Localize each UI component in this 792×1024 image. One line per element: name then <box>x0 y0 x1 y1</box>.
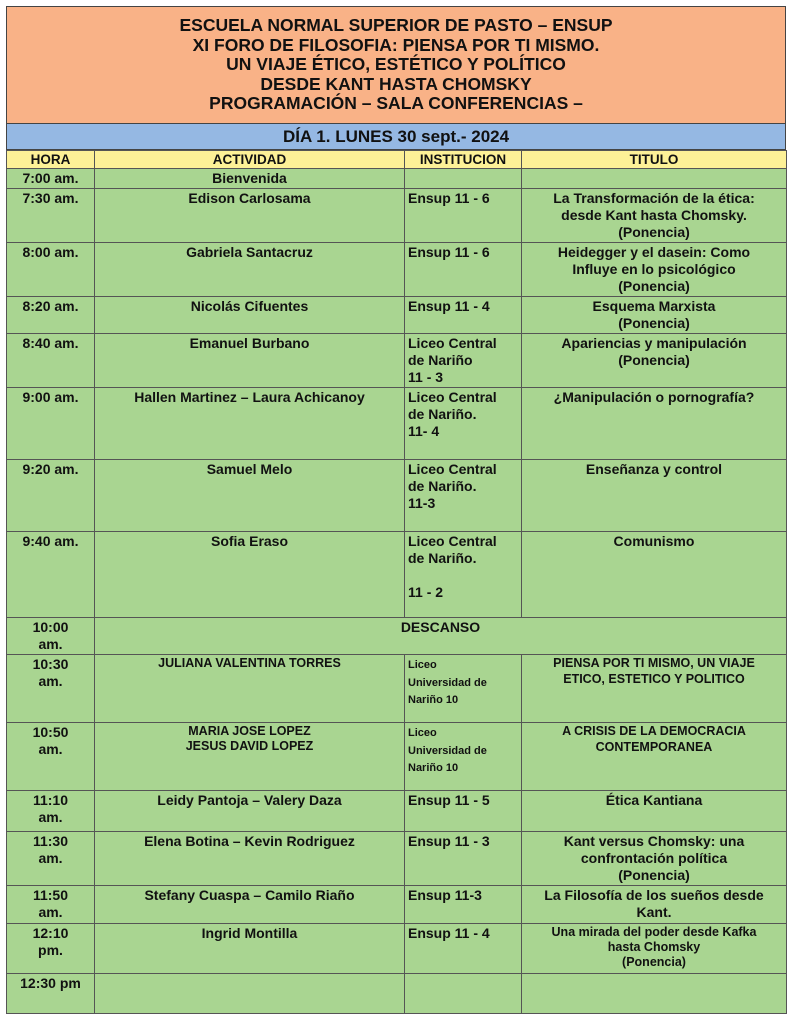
cell-institucion-line: Nariño 10 <box>408 694 459 706</box>
cell-institucion-line: 11- 4 <box>408 423 440 439</box>
cell-titulo <box>522 169 787 189</box>
cell-actividad <box>95 388 405 460</box>
table-row <box>7 791 787 832</box>
cell-institucion-line: Ensup 11-3 <box>408 887 482 903</box>
cell-titulo-line: (Ponencia) <box>618 224 690 240</box>
cell-institucion-line: Ensup 11 - 3 <box>408 833 490 849</box>
cell-hora <box>7 723 95 791</box>
cell-titulo <box>522 334 787 388</box>
cell-actividad-line: Leidy Pantoja – Valery Daza <box>157 792 342 808</box>
cell-titulo-line: (Ponencia) <box>618 278 690 294</box>
cell-hora <box>7 618 95 655</box>
cell-institucion-line: Liceo Central <box>408 389 497 405</box>
schedule-table <box>6 150 787 1014</box>
cell-titulo-line: A CRISIS DE LA DEMOCRACIA <box>562 724 746 738</box>
cell-institucion <box>405 974 522 1014</box>
cell-hora-line: 11:30 <box>32 833 69 849</box>
header-line-school: ESCUELA NORMAL SUPERIOR DE PASTO – ENSUP <box>179 15 613 36</box>
cell-actividad-line: Bienvenida <box>212 170 287 186</box>
cell-institucion <box>405 886 522 924</box>
table-row <box>7 924 787 974</box>
table-row <box>7 886 787 924</box>
cell-actividad <box>95 189 405 243</box>
cell-hora <box>7 388 95 460</box>
cell-institucion-line: Nariño 10 <box>408 762 459 774</box>
table-row <box>7 460 787 532</box>
cell-titulo <box>522 189 787 243</box>
cell-actividad-line: Hallen Martinez – Laura Achicanoy <box>134 389 365 405</box>
cell-titulo-line: Esquema Marxista <box>592 298 716 314</box>
cell-institucion <box>405 297 522 334</box>
cell-institucion-line: Ensup 11 - 4 <box>408 925 490 941</box>
cell-actividad <box>95 924 405 974</box>
cell-titulo-line <box>525 975 783 992</box>
cell-actividad <box>95 297 405 334</box>
cell-hora-line: am. <box>38 850 63 866</box>
cell-actividad <box>95 832 405 886</box>
cell-actividad <box>95 723 405 791</box>
table-row <box>7 832 787 886</box>
cell-institucion <box>405 169 522 189</box>
table-row <box>7 297 787 334</box>
cell-institucion <box>405 532 522 618</box>
cell-hora <box>7 297 95 334</box>
cell-titulo-line: (Ponencia) <box>618 315 690 331</box>
column-header-hora: HORA <box>7 151 95 169</box>
cell-institucion <box>405 791 522 832</box>
cell-hora-line: 12:10 <box>32 925 69 941</box>
cell-hora-line: 12:30 pm <box>20 975 81 991</box>
day-title: DÍA 1. LUNES 30 sept.- 2024 <box>6 124 786 150</box>
cell-institucion-line: Universidad de <box>408 744 487 757</box>
cell-institucion-line: Universidad de <box>408 676 487 689</box>
cell-titulo-line: La Transformación de la ética: <box>553 190 755 206</box>
cell-institucion <box>405 924 522 974</box>
cell-hora-line: 8:00 am. <box>22 244 79 260</box>
cell-hora-line: 8:20 am. <box>22 298 79 314</box>
cell-actividad-line: Edison Carlosama <box>188 190 311 206</box>
cell-hora <box>7 460 95 532</box>
cell-hora <box>7 655 95 723</box>
cell-institucion <box>405 334 522 388</box>
table-row <box>7 532 787 618</box>
cell-actividad <box>95 655 405 723</box>
cell-titulo-line: Ética Kantiana <box>605 792 703 808</box>
cell-hora <box>7 924 95 974</box>
column-header-titulo: TITULO <box>522 151 787 169</box>
cell-titulo <box>522 974 787 1014</box>
cell-hora-line: 9:20 am. <box>22 461 79 477</box>
cell-institucion-line: 11-3 <box>408 495 436 511</box>
cell-hora-line: 7:00 am. <box>22 170 79 186</box>
cell-actividad-line: Sofia Eraso <box>210 533 289 549</box>
cell-actividad-line: Ingrid Montilla <box>201 925 298 941</box>
cell-actividad <box>95 460 405 532</box>
cell-hora <box>7 791 95 832</box>
cell-actividad <box>95 243 405 297</box>
cell-actividad-line: Samuel Melo <box>206 461 293 477</box>
cell-actividad-line: JESUS DAVID LOPEZ <box>185 739 314 753</box>
cell-titulo-line: (Ponencia) <box>618 352 690 368</box>
cell-titulo <box>522 297 787 334</box>
cell-institucion-line: Ensup 11 - 6 <box>408 244 490 260</box>
cell-actividad <box>95 334 405 388</box>
cell-institucion <box>405 723 522 791</box>
cell-institucion-line: de Nariño <box>408 352 473 368</box>
cell-titulo-line: hasta Chomsky <box>607 940 701 954</box>
cell-titulo-line: CONTEMPORANEA <box>595 739 713 754</box>
cell-titulo-line: confrontación política <box>580 850 728 866</box>
column-header-actividad: ACTIVIDAD <box>95 151 405 169</box>
table-row <box>7 243 787 297</box>
cell-titulo-line: Kant. <box>636 904 672 920</box>
cell-titulo-line: Kant versus Chomsky: una <box>563 833 745 849</box>
cell-institucion-line: de Nariño. <box>408 406 477 422</box>
cell-hora-line: 7:30 am. <box>22 190 79 206</box>
cell-actividad-line: Gabriela Santacruz <box>186 244 313 260</box>
cell-institucion-line: Liceo Central <box>408 461 497 477</box>
cell-titulo <box>522 886 787 924</box>
cell-titulo-line: Heidegger y el dasein: Como <box>557 244 751 260</box>
cell-titulo-line: Enseñanza y control <box>585 461 723 477</box>
cell-hora <box>7 169 95 189</box>
cell-titulo-line: desde Kant hasta Chomsky. <box>561 207 747 223</box>
cell-hora-line: am. <box>38 636 63 652</box>
cell-hora-line: 9:00 am. <box>22 389 79 405</box>
cell-actividad-line: Elena Botina – Kevin Rodriguez <box>144 833 355 849</box>
cell-institucion-line: Ensup 11 - 4 <box>408 298 490 314</box>
cell-institucion-line: Ensup 11 - 5 <box>408 792 490 808</box>
table-row <box>7 388 787 460</box>
header-line-theme: UN VIAJE ÉTICO, ESTÉTICO Y POLÍTICO <box>226 54 566 75</box>
cell-titulo <box>522 723 787 791</box>
schedule-rows <box>7 169 787 1014</box>
cell-actividad <box>95 169 405 189</box>
cell-titulo <box>522 388 787 460</box>
cell-hora-line: 10:30 <box>32 656 69 672</box>
cell-institucion-line: Liceo <box>408 659 437 671</box>
cell-titulo <box>522 924 787 974</box>
cell-institucion-line: Ensup 11 - 6 <box>408 190 490 206</box>
cell-actividad-line: MARIA JOSE LOPEZ <box>188 724 311 738</box>
table-row <box>7 189 787 243</box>
cell-actividad <box>95 791 405 832</box>
cell-actividad <box>95 532 405 618</box>
cell-titulo-line: Apariencias y manipulación <box>561 335 747 351</box>
cell-institucion <box>405 189 522 243</box>
event-header <box>6 6 786 124</box>
cell-hora <box>7 832 95 886</box>
cell-hora-line: 10:50 <box>32 724 69 740</box>
cell-institucion-line: 11 - 3 <box>408 369 444 385</box>
table-row <box>7 334 787 388</box>
cell-hora-line: 10:00 <box>32 619 69 635</box>
cell-titulo-line: La Filosofía de los sueños desde <box>544 887 764 903</box>
cell-hora-line: am. <box>38 904 63 920</box>
cell-titulo-line: ¿Manipulación o pornografía? <box>553 389 755 405</box>
cell-actividad-line: Emanuel Burbano <box>189 335 310 351</box>
cell-actividad <box>95 974 405 1014</box>
table-row <box>7 618 787 655</box>
table-row <box>7 723 787 791</box>
schedule-sheet <box>6 6 786 1014</box>
cell-titulo-line: Influye en lo psicológico <box>572 261 736 277</box>
cell-titulo <box>522 655 787 723</box>
cell-hora <box>7 189 95 243</box>
header-line-program: PROGRAMACIÓN – SALA CONFERENCIAS – <box>209 93 583 114</box>
cell-institucion-line <box>408 975 518 992</box>
cell-titulo-line: PIENSA POR TI MISMO, UN VIAJE <box>553 656 755 670</box>
cell-actividad-line: Nicolás Cifuentes <box>190 298 309 314</box>
header-line-forum: XI FORO DE FILOSOFIA: PIENSA POR TI MISMO. <box>192 34 600 55</box>
cell-hora <box>7 532 95 618</box>
cell-institucion <box>405 832 522 886</box>
cell-hora <box>7 243 95 297</box>
cell-hora <box>7 974 95 1014</box>
cell-titulo-line: Comunismo <box>613 533 695 549</box>
cell-institucion <box>405 388 522 460</box>
cell-titulo-line: (Ponencia) <box>618 867 690 883</box>
cell-titulo <box>522 791 787 832</box>
cell-institucion-line: 11 - 2 <box>408 584 444 600</box>
column-header-institucion: INSTITUCION <box>405 151 522 169</box>
cell-descanso: DESCANSO <box>95 618 787 655</box>
cell-institucion-line: Liceo <box>408 727 437 739</box>
cell-hora-line: am. <box>38 809 63 825</box>
cell-institucion-line <box>408 567 518 584</box>
cell-titulo-line: ETICO, ESTETICO Y POLITICO <box>563 671 745 686</box>
cell-institucion-line: de Nariño. <box>408 550 477 566</box>
cell-actividad-line: Stefany Cuaspa – Camilo Riaño <box>144 887 355 903</box>
cell-titulo-line: Una mirada del poder desde Kafka <box>551 925 757 939</box>
cell-institucion-line <box>408 170 518 187</box>
cell-titulo <box>522 832 787 886</box>
table-row <box>7 169 787 189</box>
header-line-subtheme: DESDE KANT HASTA CHOMSKY <box>260 73 532 94</box>
cell-titulo-line: (Ponencia) <box>622 955 686 969</box>
cell-hora-line: pm. <box>38 942 63 958</box>
cell-actividad <box>95 886 405 924</box>
cell-institucion-line: Liceo Central <box>408 335 497 351</box>
cell-titulo <box>522 460 787 532</box>
cell-institucion <box>405 655 522 723</box>
table-row <box>7 974 787 1014</box>
cell-hora <box>7 886 95 924</box>
cell-institucion-line: Liceo Central <box>408 533 497 549</box>
cell-titulo <box>522 243 787 297</box>
cell-institucion-line: de Nariño. <box>408 478 477 494</box>
cell-titulo-line <box>525 170 783 187</box>
table-row <box>7 655 787 723</box>
cell-institucion <box>405 460 522 532</box>
cell-institucion <box>405 243 522 297</box>
table-header-row <box>7 151 787 169</box>
cell-hora-line: 8:40 am. <box>22 335 79 351</box>
cell-hora-line: 11:50 <box>32 887 69 903</box>
cell-hora-line: am. <box>38 741 63 757</box>
cell-hora-line: 9:40 am. <box>22 533 79 549</box>
cell-actividad-line <box>98 975 401 992</box>
cell-hora <box>7 334 95 388</box>
cell-hora-line: 11:10 <box>32 792 69 808</box>
cell-actividad-line: JULIANA VALENTINA TORRES <box>158 656 341 670</box>
cell-titulo <box>522 532 787 618</box>
cell-hora-line: am. <box>38 673 63 689</box>
